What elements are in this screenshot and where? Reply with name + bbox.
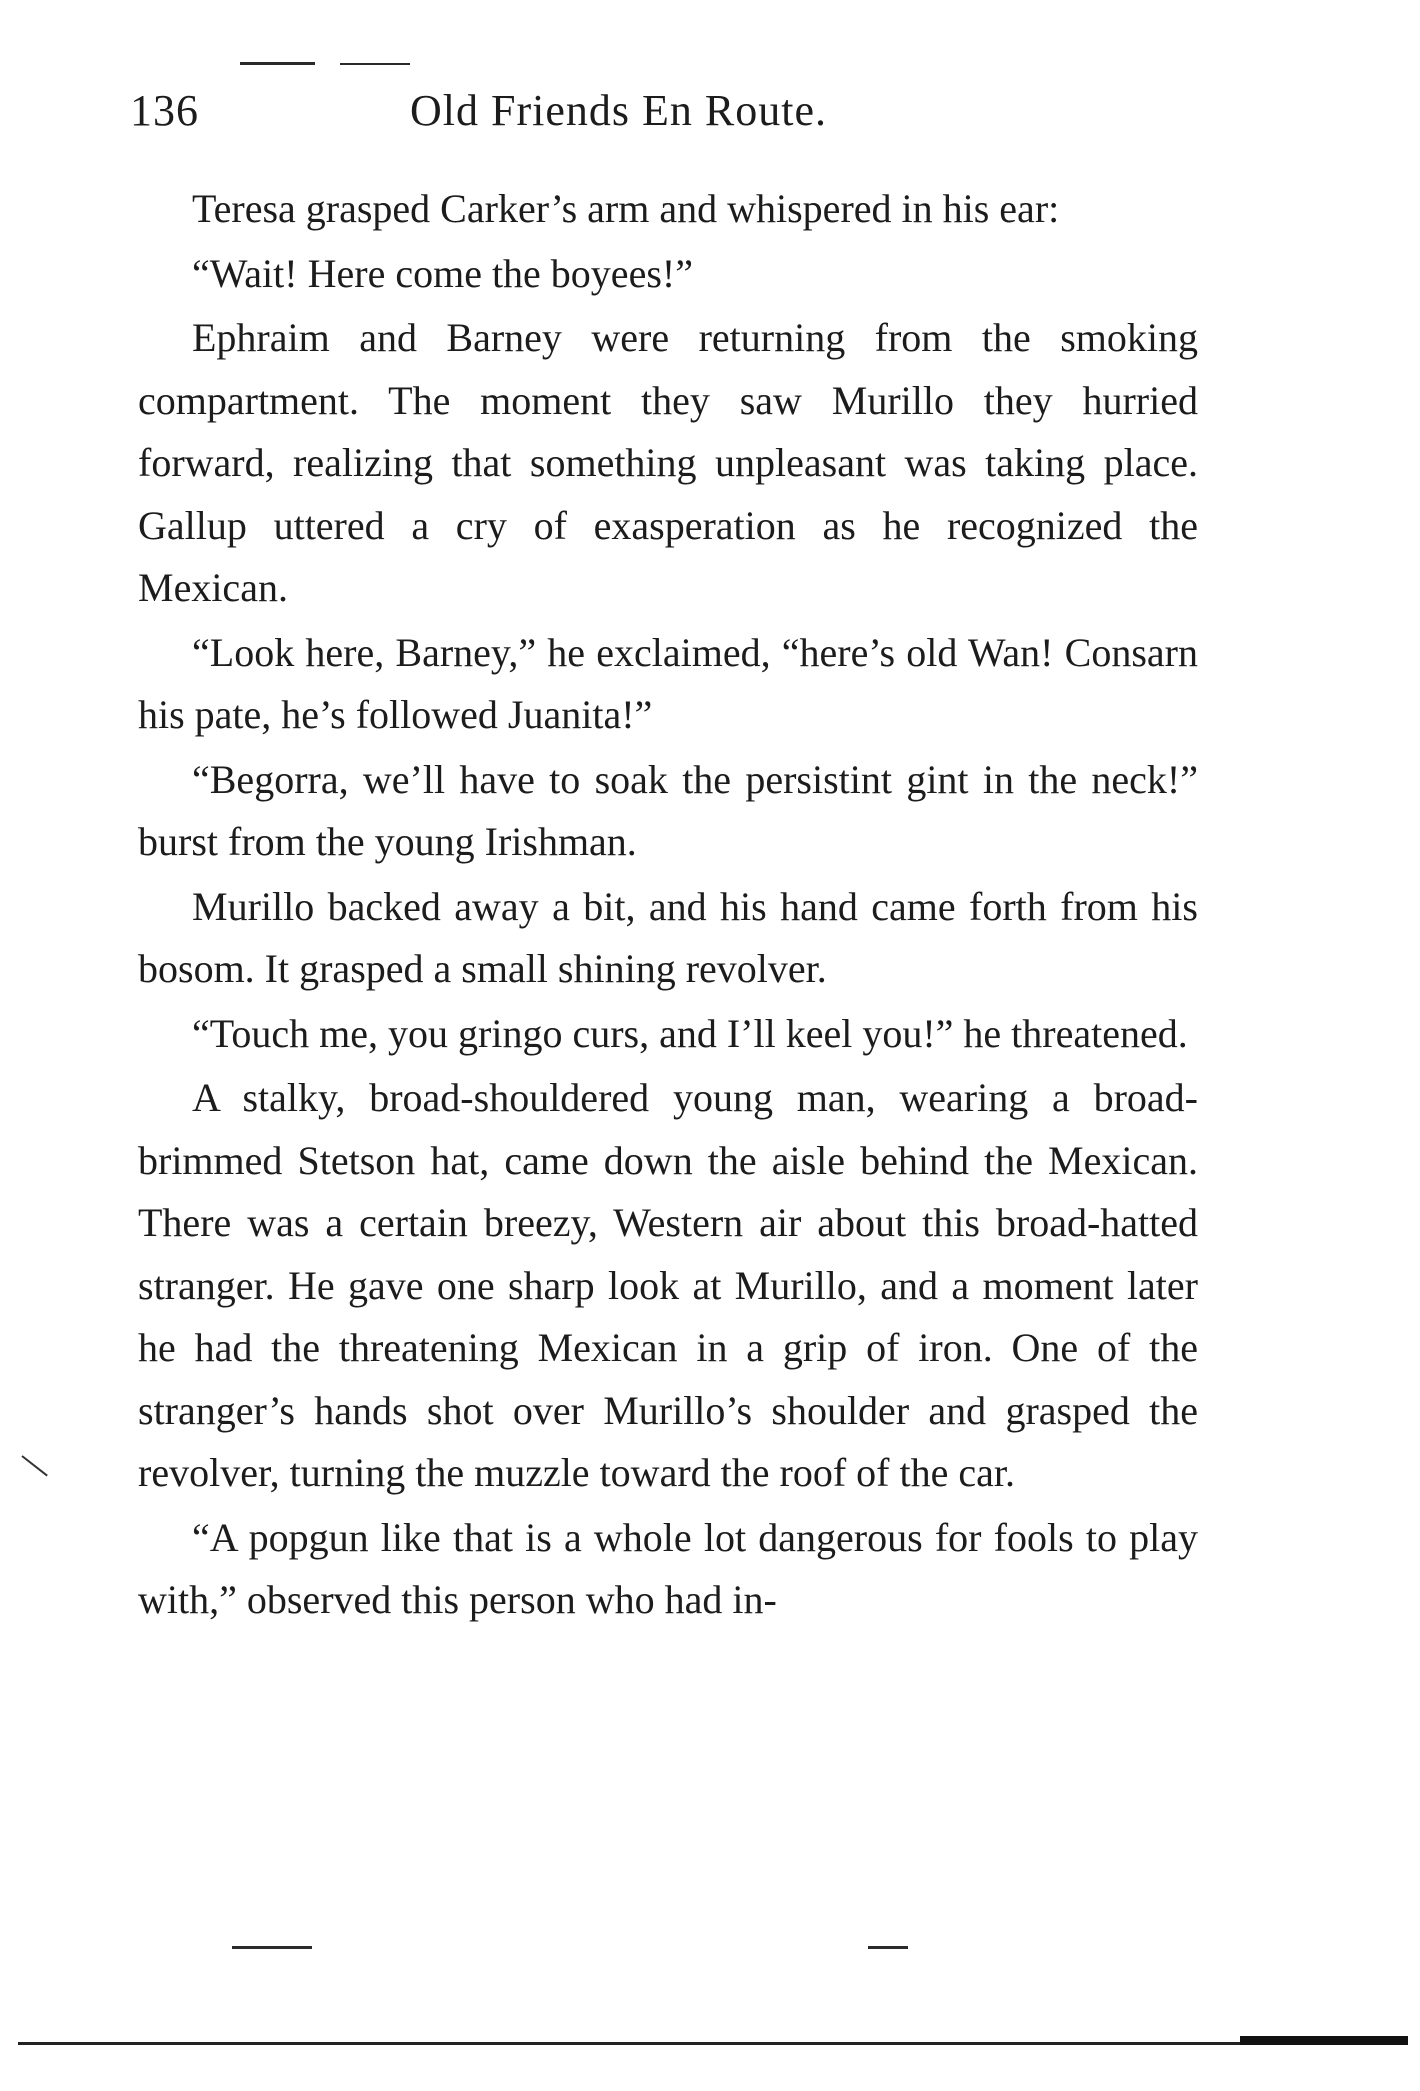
paragraph: “Begorra, we’ll have to soak the persistint gint in the neck!” burst from the young Irishman. — [138, 756, 1198, 864]
paragraph: Murillo backed away a bit, and his hand came forth from his bosom. It grasped a small shining revolver. — [138, 883, 1198, 991]
running-title: Old Friends En Route. — [410, 86, 827, 135]
ink-smudge — [240, 62, 315, 65]
ink-smudge — [232, 1946, 312, 1949]
page-number: 136 — [130, 86, 199, 135]
paragraph: Teresa grasped Carker’s arm and whispered in his ear: — [192, 186, 1060, 231]
paragraph: A stalky, broad-shouldered young man, wearing a broad-brimmed Stetson hat, came down the aisle behind the Mexican. There was a certain breezy, Western air about this broad-hatted stranger. He gave one sharp look at Murillo, and a moment later he had the threatening Mexican in a grip of iron. One of the stranger’s hands shot over Murillo’s shoulder and grasped the revolver, turning the muzzle toward the roof of the car. — [138, 1075, 1198, 1495]
paragraph: “Wait! Here come the boyees!” — [192, 250, 693, 296]
bottom-rule — [18, 2042, 1408, 2045]
paragraph: “Touch me, you gringo curs, and I’ll keel you!” he threatened. — [192, 1010, 1188, 1056]
running-head — [130, 85, 1210, 145]
body-text — [138, 178, 1198, 1634]
ink-smudge — [868, 1946, 908, 1949]
bottom-rule-shadow — [1240, 2036, 1408, 2045]
ink-smudge — [340, 63, 410, 65]
margin-mark — [21, 1455, 47, 1476]
paragraph: “A popgun like that is a whole lot dangerous for fools to play with,” observed this person who had in- — [138, 1514, 1198, 1622]
paragraph: “Look here, Barney,” he exclaimed, “here’s old Wan! Consarn his pate, he’s followed Juanita!” — [138, 629, 1198, 737]
paragraph: Ephraim and Barney were returning from the smoking compartment. The moment they saw Murillo they hurried forward, realizing that something unpleasant was taking place. Gallup uttered a cry of exasperation as he recognized the Mexican. — [138, 315, 1198, 610]
